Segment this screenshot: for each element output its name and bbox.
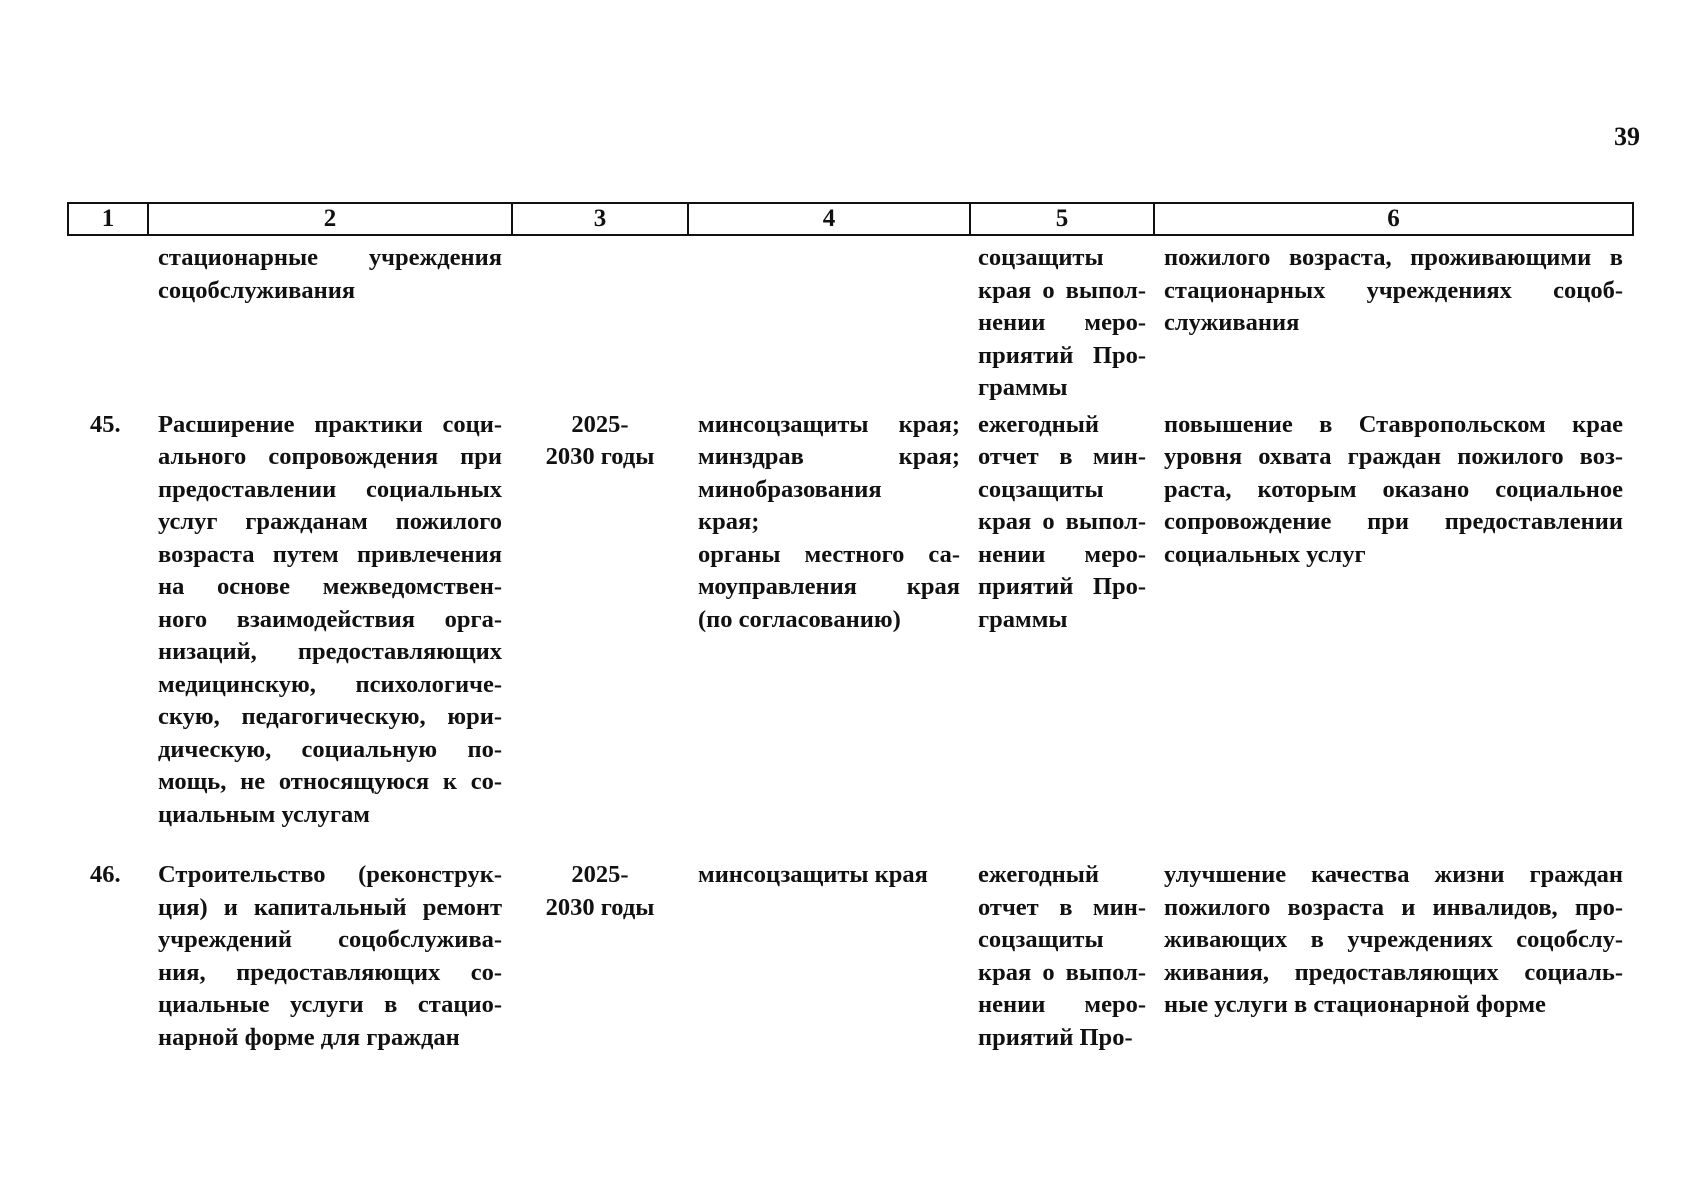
cell-text-line: на основе межведомствен- — [158, 573, 502, 600]
reporting-cell — [970, 405, 1154, 860]
cell-text-line: нарной форме для граждан — [158, 1023, 460, 1051]
cell-text-line: соцзащиты — [978, 475, 1104, 503]
cell-text-line: скую, педагогическую, юри- — [158, 703, 502, 730]
cell-text-line: циальным услугам — [158, 800, 370, 828]
cell-text-line: 2025- — [571, 861, 629, 888]
cell-text-line: 2030 годы — [545, 443, 655, 470]
cell-text-line: минсоцзащиты края — [698, 861, 928, 888]
cell-text-line: соцобслуживания — [158, 276, 356, 304]
cell-text-line: мощь, не относящуюся к со- — [158, 768, 502, 795]
column-header-3: 3 — [512, 203, 688, 235]
column-header-2: 2 — [148, 203, 512, 235]
table-row — [68, 235, 1633, 405]
cell-text-line: предоставлении социальных — [158, 475, 502, 503]
cell-text-line: минсоцзащиты края; — [698, 410, 960, 438]
cell-text-line: учреждений соцобслужива- — [158, 926, 502, 953]
cell-text-line: соцзащиты — [978, 926, 1104, 953]
cell-text-line: моуправления края — [698, 573, 960, 600]
cell-text-line: ния, предоставляющих со- — [158, 958, 502, 986]
cell-text-line: минобразования — [698, 475, 882, 503]
measure-cell — [148, 235, 512, 405]
item-number-cell: 45. — [90, 410, 121, 438]
cell-text-line: дическую, социальную по- — [158, 735, 502, 763]
expected-result-cell — [1154, 235, 1633, 405]
cell-text-line: низаций, предоставляющих — [158, 638, 502, 665]
responsible-cell — [688, 859, 970, 1054]
cell-text-line: раста, которым оказано социальное — [1164, 475, 1623, 503]
timeframe-cell — [512, 235, 688, 405]
cell-text-line: пожилого возраста, проживающими в — [1164, 244, 1623, 271]
reporting-cell — [970, 235, 1154, 405]
cell-text-line: отчет в мин- — [978, 893, 1146, 921]
cell-text-line: края о выпол- — [978, 276, 1146, 304]
cell-text-line: ежегодный — [978, 861, 1100, 888]
cell-text-line: (по согласованию) — [698, 605, 901, 633]
cell-text-line: медицинскую, психологиче- — [158, 670, 502, 698]
cell-text-line: ция) и капитальный ремонт — [158, 893, 502, 921]
timeframe-cell — [512, 859, 688, 1054]
cell-text-line: граммы — [978, 605, 1068, 633]
cell-text-line: края о выпол- — [978, 508, 1146, 535]
cell-text-line: ежегодный — [978, 410, 1100, 438]
cell-text-line: 2030 годы — [545, 893, 655, 921]
cell-text-line: ные услуги в стационарной форме — [1164, 991, 1546, 1018]
table-row — [68, 405, 1633, 860]
cell-text-line: органы местного са- — [698, 540, 960, 568]
cell-text-line: отчет в мин- — [978, 443, 1146, 470]
cell-text-line: циальные услуги в стацио- — [158, 991, 502, 1018]
column-header-6: 6 — [1154, 203, 1633, 235]
cell-text-line: нении меро- — [978, 309, 1146, 336]
cell-text-line: стационарные учреждения — [158, 244, 502, 271]
cell-text-line: 2025- — [571, 410, 629, 438]
cell-text-line: сопровождение при предоставлении — [1164, 508, 1623, 535]
program-table — [67, 202, 1634, 1054]
item-number-cell — [68, 235, 148, 405]
cell-text-line: живания, предоставляющих социаль- — [1164, 958, 1623, 986]
cell-text-line: соцзащиты — [978, 244, 1104, 271]
column-number-header-row — [68, 203, 1633, 235]
cell-text-line: Расширение практики соци- — [158, 410, 502, 438]
expected-result-cell — [1154, 859, 1633, 1054]
cell-text-line: служивания — [1164, 309, 1300, 336]
reporting-cell — [970, 859, 1154, 1054]
cell-text-line: приятий Про- — [978, 573, 1146, 600]
cell-text-line: улучшение качества жизни граждан — [1164, 861, 1623, 888]
timeframe-cell — [512, 405, 688, 860]
responsible-cell — [688, 235, 970, 405]
cell-text-line: повышение в Ставропольском крае — [1164, 410, 1623, 438]
cell-text-line: живающих в учреждениях соцобслу- — [1164, 926, 1623, 953]
cell-text-line: края; — [698, 508, 760, 535]
cell-text-line: возраста путем привлечения — [158, 540, 502, 568]
cell-text-line: уровня охвата граждан пожилого воз- — [1164, 443, 1623, 470]
cell-text-line: стационарных учреждениях соцоб- — [1164, 276, 1623, 304]
cell-text-line: нении меро- — [978, 540, 1146, 568]
cell-text-line: нении меро- — [978, 991, 1146, 1018]
cell-text-line: услуг гражданам пожилого — [158, 508, 502, 535]
responsible-cell — [688, 405, 970, 860]
cell-text-line: Строительство (реконструк- — [158, 861, 502, 888]
cell-text-line: граммы — [978, 374, 1068, 401]
column-header-1: 1 — [68, 203, 148, 235]
measure-cell — [148, 859, 512, 1054]
column-header-5: 5 — [970, 203, 1154, 235]
column-header-4: 4 — [688, 203, 970, 235]
cell-text-line: приятий Про- — [978, 1023, 1133, 1051]
cell-text-line: минздрав края; — [698, 443, 960, 470]
cell-text-line: края о выпол- — [978, 958, 1146, 986]
cell-text-line: пожилого возраста и инвалидов, про- — [1164, 893, 1623, 921]
cell-text-line: ального сопровождения при — [158, 443, 502, 470]
cell-text-line: ного взаимодействия орга- — [158, 605, 502, 633]
cell-text-line: приятий Про- — [978, 341, 1146, 369]
measure-cell — [148, 405, 512, 860]
page-number: 39 — [1614, 122, 1640, 151]
table-row — [68, 859, 1633, 1054]
item-number-cell: 46. — [90, 861, 121, 888]
expected-result-cell — [1154, 405, 1633, 860]
cell-text-line: социальных услуг — [1164, 540, 1366, 568]
